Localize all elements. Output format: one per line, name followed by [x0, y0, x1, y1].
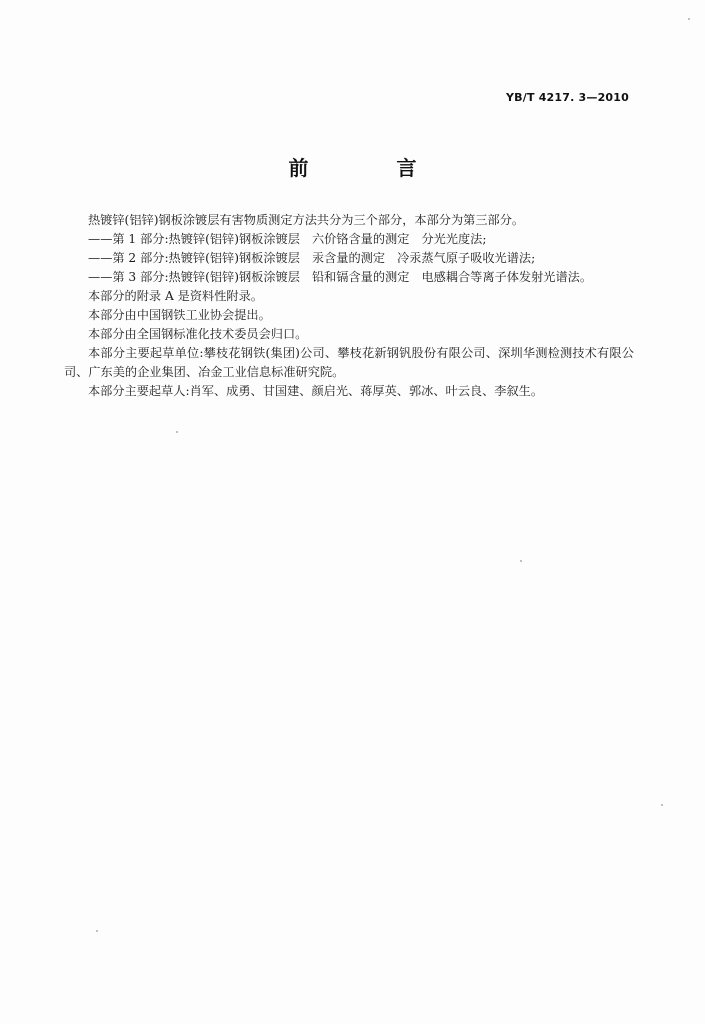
part-1-label: ——第 1 部分:热镀锌(铝锌)钢板涂镀层	[88, 232, 300, 246]
list-item-part-2	[64, 249, 634, 268]
scan-speck	[688, 18, 690, 20]
list-item-part-1	[64, 230, 634, 249]
intro-paragraph: 热镀锌(铝锌)钢板涂镀层有害物质测定方法共分为三个部分，本部分为第三部分。	[88, 213, 525, 227]
managed-by-paragraph: 本部分由全国钢标准化技术委员会归口。	[88, 327, 308, 341]
proposed-by-paragraph: 本部分由中国钢铁工业协会提出。	[88, 308, 271, 322]
foreword-body	[64, 211, 634, 401]
standard-code: YB/T 4217. 3—2010	[506, 91, 629, 104]
part-3-item: 铅和镉含量的测定	[311, 270, 410, 284]
part-2-label: ——第 2 部分:热镀锌(铝锌)钢板涂镀层	[88, 251, 300, 265]
drafters-paragraph: 本部分主要起草人:肖军、成勇、甘国建、颜启光、蒋厚英、郭冰、叶云良、李叙生。	[88, 384, 544, 398]
appendix-paragraph: 本部分的附录 A 是资料性附录。	[88, 289, 263, 303]
drafting-units-paragraph: 本部分主要起草单位:攀枝花钢铁(集团)公司、攀枝花新钢钒股份有限公司、深圳华测检测技术有限公司、广东美的企业集团、冶金工业信息标准研究院。	[64, 346, 634, 379]
part-3-label: ——第 3 部分:热镀锌(铝锌)钢板涂镀层	[88, 270, 300, 284]
scan-speck	[176, 431, 178, 433]
scan-speck	[661, 804, 663, 806]
scan-speck	[96, 930, 98, 932]
part-2-method: 冷汞蒸气原子吸收光谱法;	[397, 251, 536, 265]
part-1-method: 分光光度法;	[421, 232, 487, 246]
page-title: 前 言	[288, 156, 451, 180]
part-2-item: 汞含量的测定	[311, 251, 386, 265]
list-item-part-3	[64, 268, 634, 287]
part-3-method: 电感耦合等离子体发射光谱法。	[421, 270, 593, 284]
part-1-item: 六价铬含量的测定	[311, 232, 410, 246]
scan-speck	[520, 560, 522, 562]
